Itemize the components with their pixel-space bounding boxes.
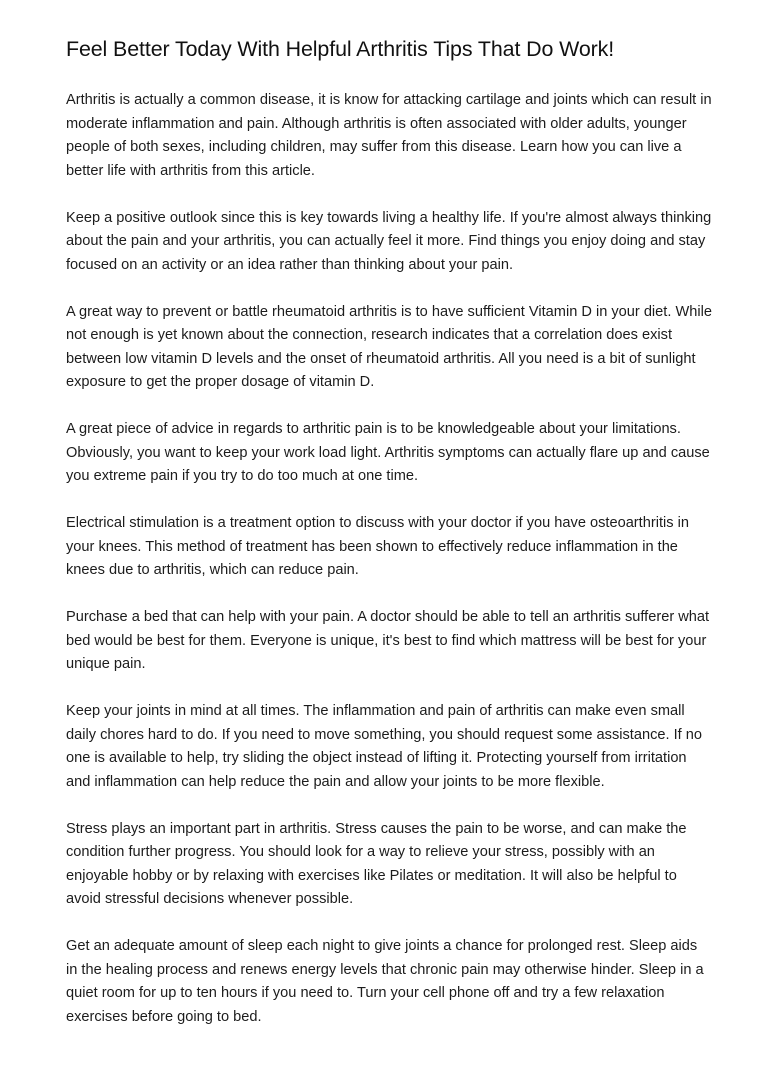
paragraph-vitamin-d: A great way to prevent or battle rheumatoid arthritis is to have sufficient Vitamin D in your diet. While not enough is yet known about the connection, research indicates that a correlation does exist between low vitamin D levels and the onset of rheumatoid arthritis. All you need is a bit of sunlight exposure to get the proper dosage of vitamin D. <box>66 303 712 390</box>
document-title: Feel Better Today With Helpful Arthritis Tips That Do Work! <box>66 37 615 61</box>
paragraph-stress: Stress plays an important part in arthritis. Stress causes the pain to be worse, and can make the condition further progress. You should look for a way to relieve your stress, possibly with an enjoyable hobby or by relaxing with exercises like Pilates or meditation. It will also be helpful to avoid stressful decisions whenever possible. <box>66 820 687 907</box>
paragraph-sleep: Get an adequate amount of sleep each night to give joints a chance for prolonged rest. Sleep aids in the healing process and renews energy levels that chronic pain may otherwise hinder. Sleep in a quiet room for up to ten hours if you need to. Turn your cell phone off and try a few relaxation exercises before going to bed. <box>66 938 704 1025</box>
paragraph-limitations: A great piece of advice in regards to arthritic pain is to be knowledgeable about your limitations. Obviously, you want to keep your work load light. Arthritis symptoms can actually flare up and cause you extreme pain if you try to do too much at one time. <box>66 421 710 484</box>
paragraph-intro: Arthritis is actually a common disease, it is know for attacking cartilage and joints which can result in moderate inflammation and pain. Although arthritis is often associated with older adults, younger people of both sexes, including children, may suffer from this disease. Learn how you can live a better life with arthritis from this article. <box>66 92 712 179</box>
paragraph-positive-outlook: Keep a positive outlook since this is key towards living a healthy life. If you're almost always thinking about the pain and your arthritis, you can actually feel it more. Find things you enjoy doing and stay focused on an activity or an idea rather than thinking about your pain. <box>66 209 712 273</box>
paragraph-joints: Keep your joints in mind at all times. The inflammation and pain of arthritis can make even small daily chores hard to do. If you need to move something, you should request some assistance. If no one is available to help, try sliding the object instead of lifting it. Protecting yourself from irritation and inflammation can help reduce the pain and allow your joints to be more flexible. <box>66 703 703 790</box>
paragraph-electrical-stimulation: Electrical stimulation is a treatment option to discuss with your doctor if you have osteoarthritis in your knees. This method of treatment has been shown to effectively reduce inflammation in the knees due to arthritis, which can reduce pain. <box>66 515 689 578</box>
paragraph-bed: Purchase a bed that can help with your pain. A doctor should be able to tell an arthritis sufferer what bed would be best for them. Everyone is unique, it's best to find which mattress will be best for your unique pain. <box>66 609 710 672</box>
